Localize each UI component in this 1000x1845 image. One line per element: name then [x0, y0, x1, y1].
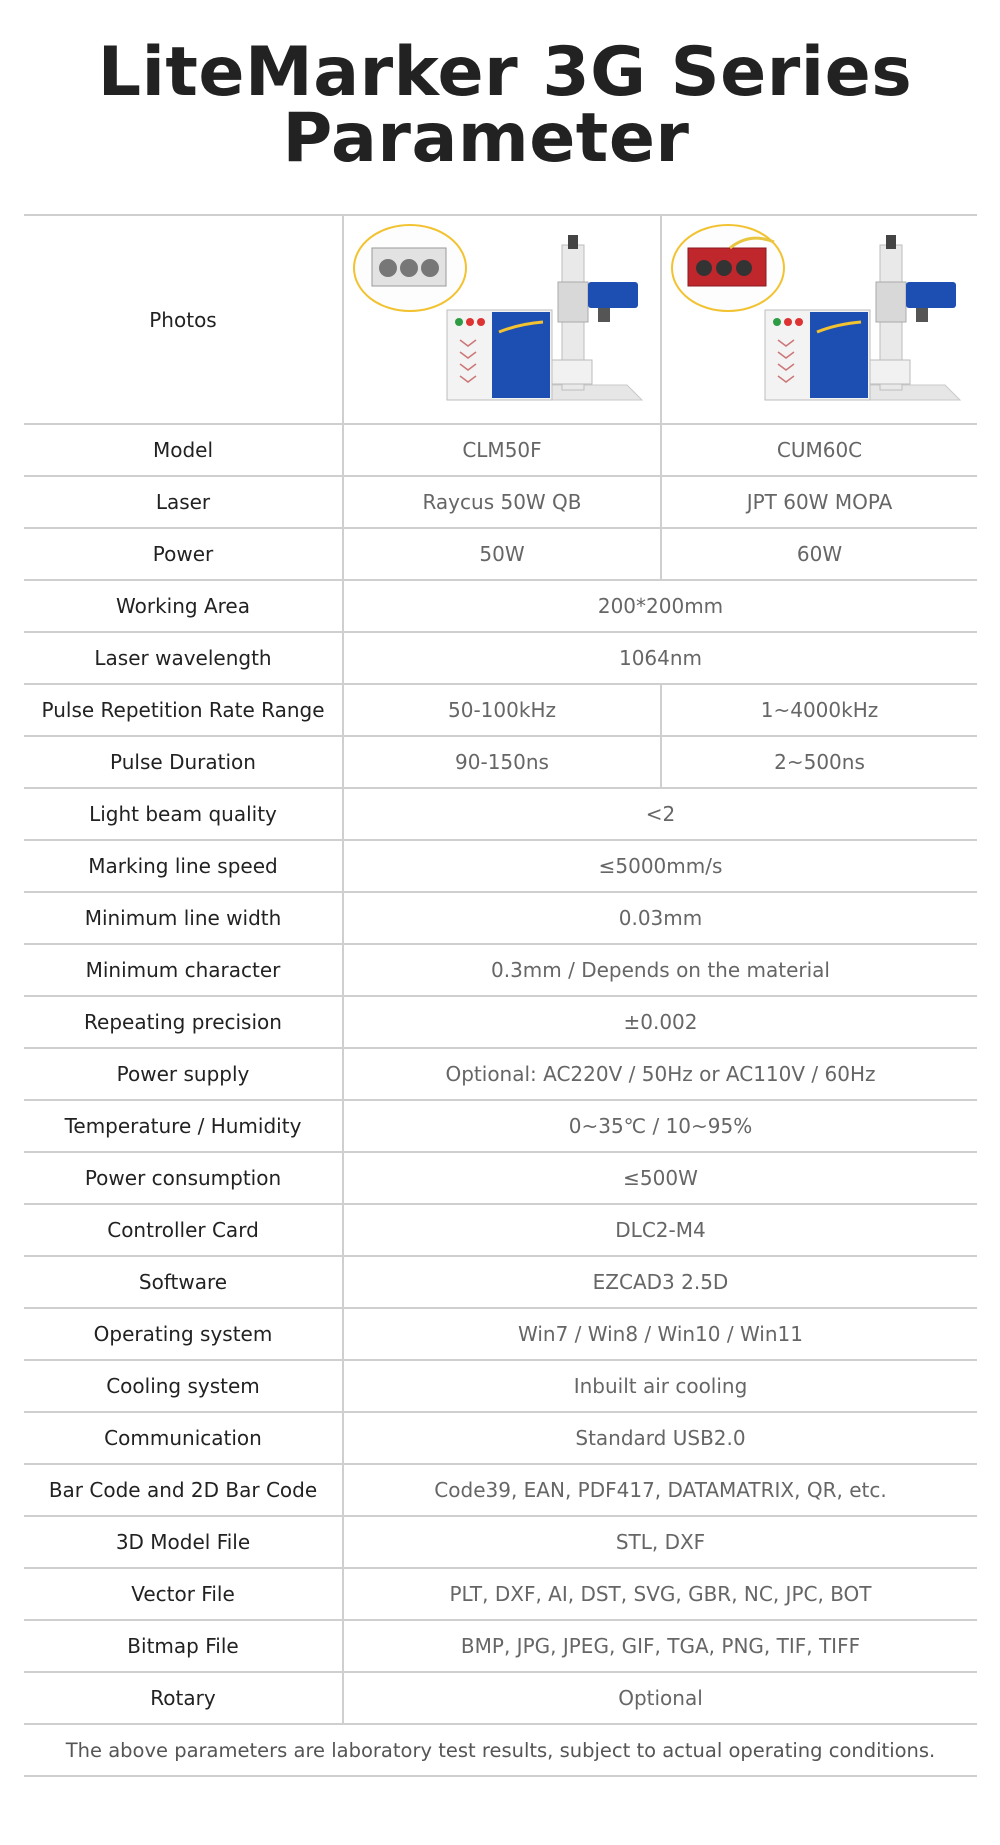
- row-label: Temperature / Humidity: [24, 1100, 343, 1152]
- row-label: 3D Model File: [24, 1516, 343, 1568]
- table-row: [24, 840, 977, 892]
- laser-marker-photo-icon: [352, 220, 652, 420]
- row-value: 0.3mm / Depends on the material: [343, 944, 977, 996]
- row-label: Operating system: [24, 1308, 343, 1360]
- row-label: Power supply: [24, 1048, 343, 1100]
- table-row: [24, 1204, 977, 1256]
- row-label: Laser: [24, 476, 343, 528]
- row-label: Photos: [24, 215, 343, 424]
- row-value: Inbuilt air cooling: [343, 1360, 977, 1412]
- row-label: Laser wavelength: [24, 632, 343, 684]
- row-value-clm50f: CLM50F: [343, 424, 661, 476]
- row-label: Bar Code and 2D Bar Code: [24, 1464, 343, 1516]
- table-row: [24, 788, 977, 840]
- page-title-line2: Parameter: [282, 99, 690, 178]
- table-row: [24, 1152, 977, 1204]
- table-row: [24, 1464, 977, 1516]
- table-row: [24, 580, 977, 632]
- row-value: Win7 / Win8 / Win10 / Win11: [343, 1308, 977, 1360]
- row-label: Marking line speed: [24, 840, 343, 892]
- photos-row: [24, 215, 977, 424]
- row-value-cum60c: 60W: [661, 528, 977, 580]
- row-value: Optional: [343, 1672, 977, 1724]
- row-label: Cooling system: [24, 1360, 343, 1412]
- row-value-cum60c: 2~500ns: [661, 736, 977, 788]
- table-row: [24, 1516, 977, 1568]
- table-row: [24, 424, 977, 476]
- table-row: [24, 1412, 977, 1464]
- row-value: Code39, EAN, PDF417, DATAMATRIX, QR, etc.: [343, 1464, 977, 1516]
- table-row: [24, 476, 977, 528]
- row-value-cum60c: 1~4000kHz: [661, 684, 977, 736]
- row-value: EZCAD3 2.5D: [343, 1256, 977, 1308]
- row-value: Optional: AC220V / 50Hz or AC110V / 60Hz: [343, 1048, 977, 1100]
- row-value: 0.03mm: [343, 892, 977, 944]
- row-value: ≤5000mm/s: [343, 840, 977, 892]
- table-row: [24, 1100, 977, 1152]
- row-value-cum60c: JPT 60W MOPA: [661, 476, 977, 528]
- footnote-row: [24, 1724, 977, 1776]
- row-value: STL, DXF: [343, 1516, 977, 1568]
- table-row: [24, 1568, 977, 1620]
- row-value: Standard USB2.0: [343, 1412, 977, 1464]
- row-label: Light beam quality: [24, 788, 343, 840]
- row-value-clm50f: 50W: [343, 528, 661, 580]
- table-row: [24, 1256, 977, 1308]
- row-label: Minimum character: [24, 944, 343, 996]
- row-label: Power: [24, 528, 343, 580]
- row-value-cum60c: CUM60C: [661, 424, 977, 476]
- row-label: Bitmap File: [24, 1620, 343, 1672]
- table-row: [24, 1360, 977, 1412]
- row-label: Pulse Duration: [24, 736, 343, 788]
- spec-table: [24, 214, 977, 1777]
- row-label: Repeating precision: [24, 996, 343, 1048]
- table-row: [24, 632, 977, 684]
- row-value: BMP, JPG, JPEG, GIF, TGA, PNG, TIF, TIFF: [343, 1620, 977, 1672]
- photo-cum60c: [661, 215, 977, 424]
- row-label: Model: [24, 424, 343, 476]
- table-row: [24, 892, 977, 944]
- row-value: DLC2-M4: [343, 1204, 977, 1256]
- table-row: [24, 1672, 977, 1724]
- row-label: Rotary: [24, 1672, 343, 1724]
- table-row: [24, 1620, 977, 1672]
- row-label: Working Area: [24, 580, 343, 632]
- table-row: [24, 996, 977, 1048]
- table-row: [24, 1048, 977, 1100]
- row-label: Vector File: [24, 1568, 343, 1620]
- table-row: [24, 684, 977, 736]
- footnote: The above parameters are laboratory test results, subject to actual operating conditions.: [24, 1724, 977, 1776]
- table-row: [24, 944, 977, 996]
- photo-clm50f: [343, 215, 661, 424]
- page-title-line1: LiteMarker 3G Series: [97, 33, 913, 112]
- row-value: 1064nm: [343, 632, 977, 684]
- row-value: 0~35℃ / 10~95%: [343, 1100, 977, 1152]
- table-row: [24, 1308, 977, 1360]
- row-value-clm50f: Raycus 50W QB: [343, 476, 661, 528]
- row-value: <2: [343, 788, 977, 840]
- row-value: ±0.002: [343, 996, 977, 1048]
- row-value: ≤500W: [343, 1152, 977, 1204]
- row-value-clm50f: 50-100kHz: [343, 684, 661, 736]
- row-value: PLT, DXF, AI, DST, SVG, GBR, NC, JPC, BOT: [343, 1568, 977, 1620]
- row-value-clm50f: 90-150ns: [343, 736, 661, 788]
- row-label: Controller Card: [24, 1204, 343, 1256]
- row-label: Minimum line width: [24, 892, 343, 944]
- row-label: Power consumption: [24, 1152, 343, 1204]
- page-title: [0, 0, 1000, 180]
- laser-marker-photo-icon: [670, 220, 970, 420]
- row-label: Pulse Repetition Rate Range: [24, 684, 343, 736]
- table-row: [24, 736, 977, 788]
- spec-rows: [24, 424, 977, 1724]
- table-row: [24, 528, 977, 580]
- row-value: 200*200mm: [343, 580, 977, 632]
- row-label: Communication: [24, 1412, 343, 1464]
- row-label: Software: [24, 1256, 343, 1308]
